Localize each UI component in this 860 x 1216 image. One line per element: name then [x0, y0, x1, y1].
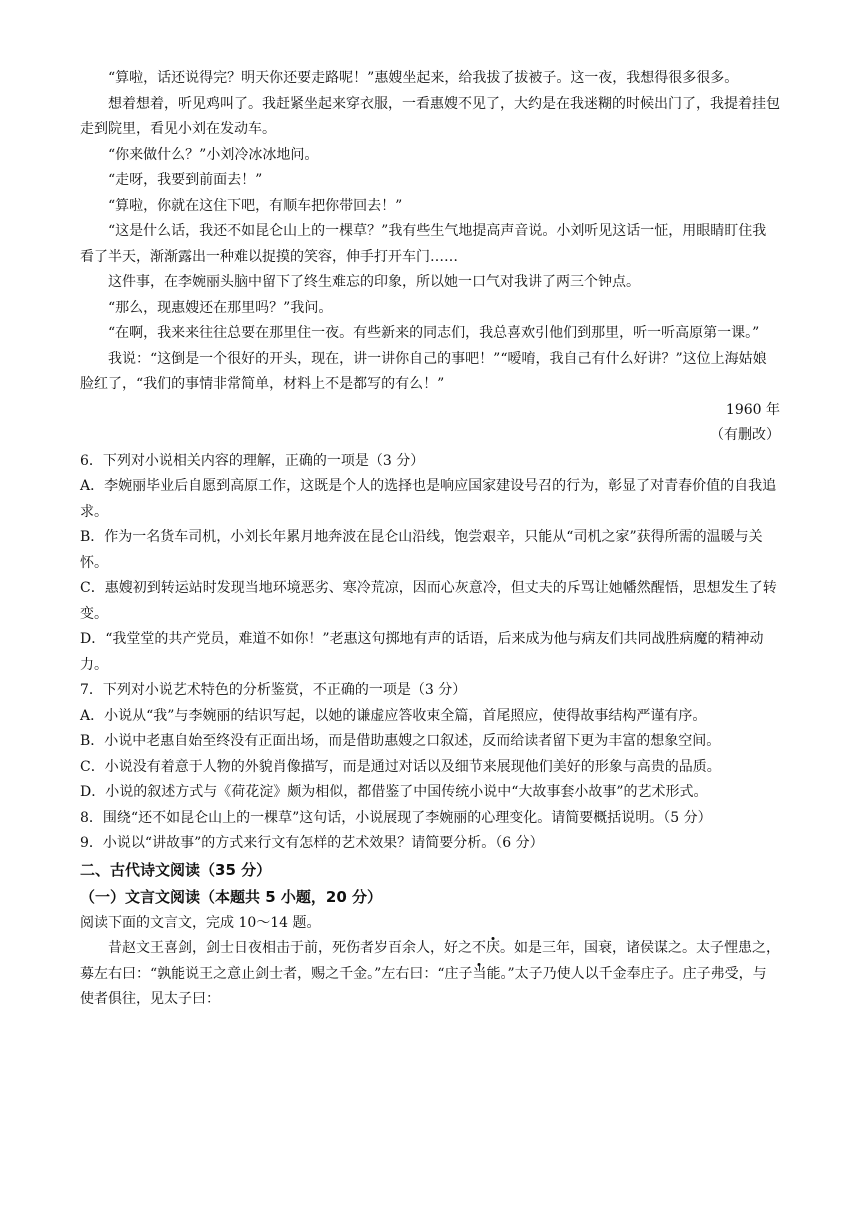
story-paragraph: 这件事，在李婉丽头脑中留下了终生难忘的印象，所以她一口气对我讲了两三个钟点。: [108, 274, 640, 290]
classical-text-part: 昔赵文王喜剑，剑士日夜相击于前，死伤者岁百余人，好之不: [108, 940, 486, 956]
story-paragraph: 想着想着，听见鸡叫了。我赶紧坐起来穿衣服，一看惠嫂不见了，大约是在我迷糊的时候出门了，我提着挂包走到院里，看见小刘在发动车。: [80, 95, 780, 137]
story-year: 1960 年: [725, 401, 780, 418]
document-body: [80, 66, 780, 1013]
emphasis-dot-char: 厌: [486, 940, 500, 956]
question-8: 8．围绕“还不如昆仑山上的一棵草”这句话，小说展现了李婉丽的心理变化。请简要概括说明。（5 分）: [80, 809, 712, 826]
question-6-option-d: D．“我堂堂的共产党员，难道不如你！”老惠这句掷地有声的话语，后来成为他与病友们共同战胜病魔的精神动力。: [80, 631, 764, 673]
story-paragraph: “走呀，我要到前面去！”: [108, 172, 263, 188]
question-9: 9．小说以“讲故事”的方式来行文有怎样的艺术效果？请简要分析。（6 分）: [80, 835, 544, 851]
question-6-stem: 6．下列对小说相关内容的理解，正确的一项是（3 分）: [80, 452, 425, 469]
subsection-heading: （一）文言文阅读（本题共 5 小题，20 分）: [80, 887, 382, 906]
question-6-option-b: B．作为一名货车司机，小刘长年累月地奔波在昆仑山沿线，饱尝艰辛，只能从“司机之家”获得所需的温暖与关怀。: [80, 529, 763, 571]
question-6-option-c: C．惠嫂初到转运站时发现当地环境恶劣、寒冷荒凉，因而心灰意冷，但丈夫的斥骂让她幡然醒悟，思想发生了转变。: [80, 580, 777, 622]
section-heading: 二、古代诗文阅读（35 分）: [80, 860, 272, 879]
story-paragraph: “你来做什么？”小刘冷冰冰地问。: [108, 146, 319, 163]
question-7-option-b: B．小说中老惠自始至终没有正面出场，而是借助惠嫂之口叙述，反而给读者留下更为丰富的想象空间。: [80, 733, 721, 749]
question-6-option-a: A．李婉丽毕业后自愿到高原工作，这既是个人的选择也是响应国家建设号召的行为，彰显了对青春价值的自我追求。: [80, 478, 777, 520]
classical-text-part: 。如是三年，国衰，诸侯谋之。太子悝患之，募左右曰：“孰能说王之意止剑士者，赐之千金。”左右曰：“庄子: [80, 940, 780, 982]
question-7-stem: 7．下列对小说艺术特色的分析鉴赏，不正确的一项是（3 分）: [80, 682, 467, 698]
question-7-option-d: D．小说的叙述方式与《荷花淀》颇为相似，都借鉴了中国传统小说中“大故事套小故事”的艺术形式。: [80, 784, 708, 800]
story-note: （有删改）: [710, 427, 780, 443]
classical-text: [80, 936, 780, 1013]
question-7-option-a: A．小说从“我”与李婉丽的结识写起，以她的谦虚应答收束全篇，首尾照应，使得故事结构严谨有序。: [80, 707, 707, 724]
story-paragraph: “在啊，我来来往往总要在那里住一夜。有些新来的同志们，我总喜欢引他们到那里，听一听高原第一课。”: [108, 325, 760, 341]
reading-instruction: 阅读下面的文言文，完成 10～14 题。: [80, 914, 321, 931]
story-paragraph: “算啦，你就在这住下吧，有顺车把你带回去！”: [108, 197, 403, 214]
story-paragraph: 我说：“这倒是一个很好的开头，现在，讲一讲你自己的事吧！”“嗳唷，我自己有什么好讲？”这位上海姑娘脸红了，“我们的事情非常简单，材料上不是都写的有么！”: [80, 350, 767, 392]
question-7-option-c: C．小说没有着意于人物的外貌肖像描写，而是通过对话以及细节来展现他们美好的形象与高贵的品质。: [80, 758, 721, 775]
story-paragraph: “那么，现惠嫂还在那里吗？”我问。: [108, 299, 333, 316]
story-paragraph: “这是什么话，我还不如昆仑山上的一棵草？”我有些生气地提高声音说。小刘听见这话一怔，用眼睛盯住我看了半天，渐渐露出一种难以捉摸的笑容，伸手打开车门……: [80, 223, 767, 265]
classical-text-part: 能。”太子乃使人以千金奉庄子。庄子弗受，与使者俱往，见太子曰：: [80, 965, 767, 1007]
story-paragraph: “算啦，话还说得完？明天你还要走路呢！”惠嫂坐起来，给我拔了拔被子。这一夜，我想得很多很多。: [108, 70, 739, 86]
emphasis-dot-char: 当: [472, 965, 487, 982]
